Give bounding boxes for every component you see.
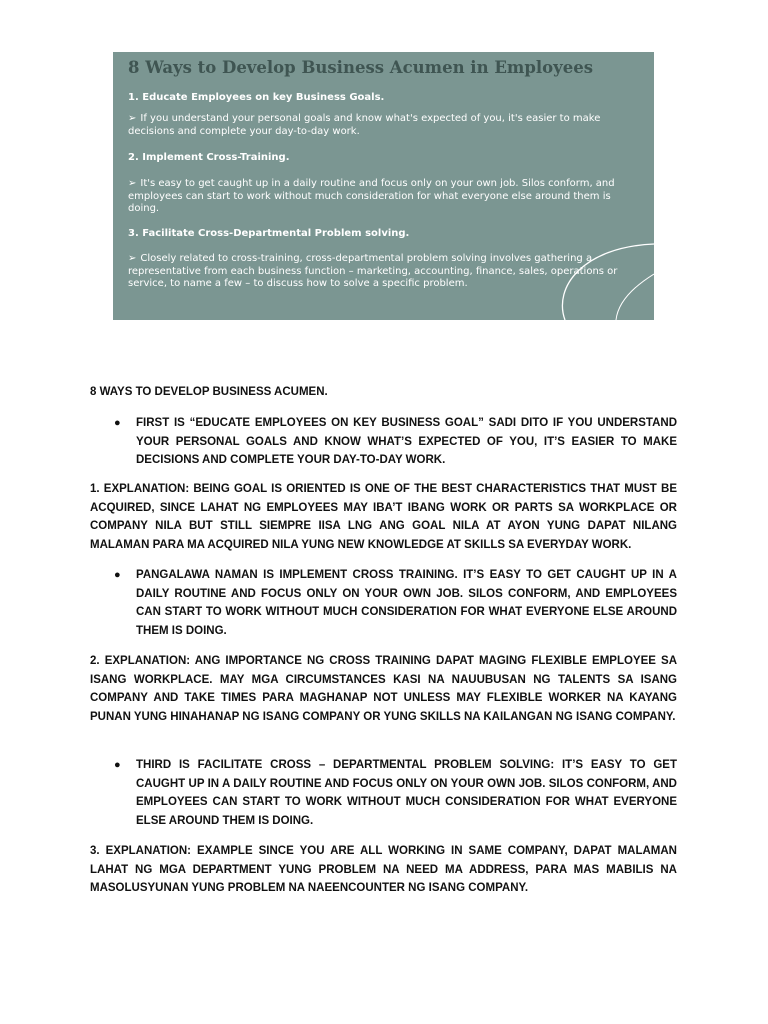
- banner-title: 8 Ways to Develop Business Acumen in Employees: [128, 58, 594, 77]
- bullet-dot-icon: ●: [114, 417, 121, 429]
- banner-bullet-text: Closely related to cross-training, cross-departmental problem solving involves gathering a representative from each business function – marketing, accounting, finance, sales, operations or service, to name a few – to discuss how to solve a specific problem.: [128, 253, 618, 289]
- arrow-bullet-icon: ➢: [128, 113, 137, 124]
- list-item-text: PANGALAWA NAMAN IS IMPLEMENT CROSS TRAINING. IT’S EASY TO GET CAUGHT UP IN A DAILY ROUTINE AND FOCUS ONLY ON YOUR OWN JOB. SILOS CONFORM, AND EMPLOYEES CAN START TO WORK WITHOUT MUCH CONSIDERATION FOR WHAT EVERYONE ELSE AROUND THEM IS DOING.: [136, 569, 677, 637]
- banner-bullet-3: [128, 253, 643, 291]
- bullet-dot-icon: ●: [114, 569, 121, 581]
- explanation-3: 3. EXPLANATION: EXAMPLE SINCE YOU ARE ALL WORKING IN SAME COMPANY, DAPAT MALAMAN LAHAT NG MGA DEPARTMENT YUNG PROBLEM NA NEED MA ADDRESS, PARA MAS MABILIS NA MASOLUSYUNAN YUNG PROBLEM NA NAEENCOUNTER NG ISANG COMPANY.: [90, 845, 677, 895]
- bullet-dot-icon: ●: [114, 759, 121, 771]
- banner-image: [113, 52, 654, 320]
- banner-bullet-text: If you understand your personal goals and know what's expected of you, it's easier to make decisions and complete your day-to-day work.: [128, 113, 601, 137]
- arrow-bullet-icon: ➢: [128, 253, 137, 264]
- list-item-text: FIRST IS “EDUCATE EMPLOYEES ON KEY BUSINESS GOAL” SADI DITO IF YOU UNDERSTAND YOUR PERSONAL GOALS AND KNOW WHAT’S EXPECTED OF YOU, IT’S EASIER TO MAKE DECISIONS AND COMPLETE YOUR DAY-TO-DAY WORK.: [136, 417, 677, 467]
- banner-heading-1: 1. Educate Employees on key Business Goals.: [128, 92, 385, 103]
- explanation-2: 2. EXPLANATION: ANG IMPORTANCE NG CROSS TRAINING DAPAT MAGING FLEXIBLE EMPLOYEE SA ISANG WORKPLACE. MAY MGA CIRCUMSTANCES KASI NA NAUUBUSAN NG TALENTS SA ISANG COMPANY AND TAKE TIMES PARA MAGHANAP NOT UNLESS MAY FLEXIBLE WORKER NA KAYANG PUNAN YUNG HINAHANAP NG ISANG COMPANY OR YUNG SKILLS NA KAILANGAN NG ISANG COMPANY.: [90, 655, 677, 723]
- banner-heading-3: 3. Facilitate Cross-Departmental Problem solving.: [128, 228, 410, 239]
- list-item-text: THIRD IS FACILITATE CROSS – DEPARTMENTAL PROBLEM SOLVING: IT’S EASY TO GET CAUGHT UP IN A DAILY ROUTINE AND FOCUS ONLY ON YOUR OWN JOB. SILOS CONFORM, AND EMPLOYEES CAN START TO WORK WITHOUT MUCH CONSIDERATION FOR WHAT EVERYONE ELSE AROUND THEM IS DOING.: [136, 759, 677, 827]
- banner-bullet-text: It's easy to get caught up in a daily routine and focus only on your own job. Silos conform, and employees can start to work without much consideration for what everyone else around them is doing.: [128, 178, 615, 214]
- list-item-third: [114, 756, 677, 830]
- document-title: 8 WAYS TO DEVELOP BUSINESS ACUMEN.: [90, 386, 328, 398]
- explanation-1: 1. EXPLANATION: BEING GOAL IS ORIENTED IS ONE OF THE BEST CHARACTERISTICS THAT MUST BE ACQUIRED, SINCE LAHAT NG EMPLOYEES MAY IBA’T IBANG WORK OR PARTS SA WORKPLACE OR COMPANY NILA BUT STILL SIEMPRE IISA LNG ANG GOAL NILA AT AYON YUNG DAPAT NILANG MALAMAN PARA MA ACQUIRED NILA YUNG NEW KNOWLEDGE AT SKILLS SA EVERYDAY WORK.: [90, 483, 677, 551]
- list-item-second: [114, 566, 677, 640]
- banner-bullet-1: [128, 113, 643, 138]
- banner-heading-2: 2. Implement Cross-Training.: [128, 152, 290, 163]
- list-item-first: [114, 414, 677, 470]
- arrow-bullet-icon: ➢: [128, 178, 137, 189]
- banner-bullet-2: [128, 178, 643, 216]
